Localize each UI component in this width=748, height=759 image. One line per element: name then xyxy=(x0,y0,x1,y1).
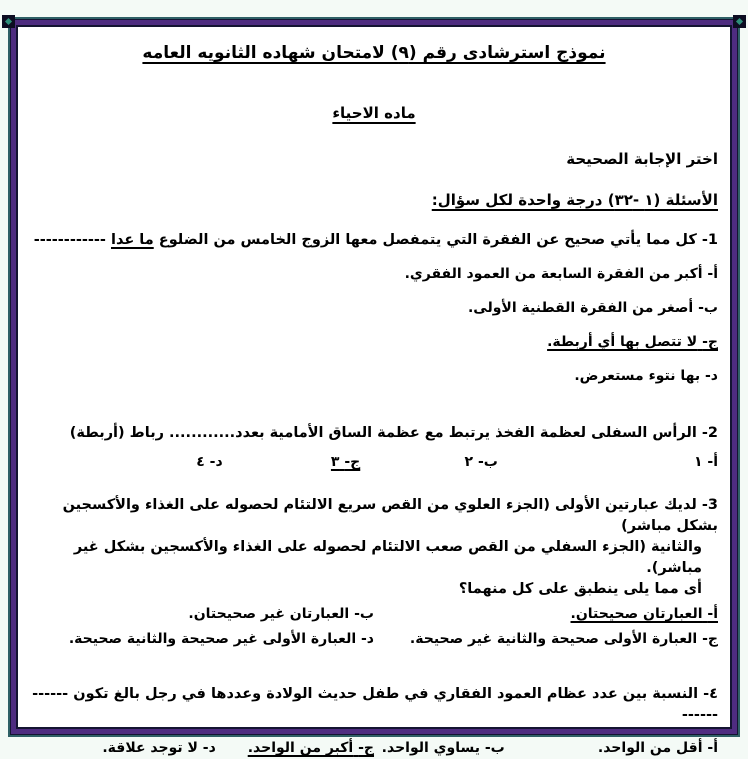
question-1 xyxy=(30,230,718,387)
question-4-stem-blank: ------------ xyxy=(32,686,718,723)
choose-answer-instruction: اختر الإجابة الصحيحة xyxy=(566,150,718,168)
question-2-option-a: أ- ١ xyxy=(693,454,718,470)
corner-dot-icon xyxy=(5,18,12,25)
question-2-number: 2- xyxy=(701,425,718,441)
question-2 xyxy=(30,423,718,473)
question-1-stem-blank: ------------ xyxy=(33,232,106,248)
corner-dot-icon xyxy=(736,18,743,25)
question-4-option-a: أ- أقل من الواحد. xyxy=(597,740,718,756)
subject-title: ماده الاحياء xyxy=(332,104,416,122)
question-1-stem-underlined: ما عدا xyxy=(111,232,154,248)
question-3-option-c: ج- العبارة الأولى صحيحة والثانية غير صحيحة. xyxy=(409,631,718,647)
question-4-option-b: ب- يساوي الواحد. xyxy=(381,740,505,756)
question-1-number: 1- xyxy=(701,232,718,248)
question-1-option-c: ج- لا تتصل بها أي أربطة. xyxy=(547,334,718,350)
question-3-stem xyxy=(30,495,718,600)
question-3-stem-line1: لديك عبارتين الأولى (الجزء العلوي من القص سريع الالتئام لحصوله على الغذاء والأكسجين بشكل مباشر) xyxy=(62,497,718,534)
question-3-options-row-1 xyxy=(30,604,718,625)
question-4-stem xyxy=(30,684,718,726)
page-border-frame xyxy=(8,17,740,756)
question-1-options xyxy=(30,264,718,387)
question-4-options xyxy=(30,738,718,759)
section-header: الأسئلة (١ -٣٢) درجة واحدة لكل سؤال: xyxy=(431,191,718,209)
question-4 xyxy=(30,684,718,759)
question-2-stem-text: الرأس السفلى لعظمة الفخذ يرتبط مع عظمة الساق الأمامية بعدد............ رباط (أربطة) xyxy=(69,425,697,441)
question-3 xyxy=(30,495,718,650)
section-header-wrap xyxy=(30,170,718,212)
exam-title: نموذج استرشادى رقم (٩) لامتحان شهاده الثانويه العامه xyxy=(142,43,606,63)
question-2-option-b: ب- ٢ xyxy=(464,454,498,470)
question-3-option-d: د- العبارة الأولى غير صحيحة والثانية صحيحة. xyxy=(68,631,374,647)
border-corner-ornament-right xyxy=(733,15,746,28)
question-3-number: 3- xyxy=(701,497,718,513)
border-corner-ornament-left xyxy=(2,15,15,28)
question-3-stem-line3: أى مما يلى ينطبق على كل منهما؟ xyxy=(458,581,702,597)
question-4-stem-text: النسبة بين عدد عظام العمود الفقاري في طفل حديث الولادة وعددها في رجل بالغ تكون xyxy=(73,686,699,702)
question-2-stem xyxy=(30,423,718,444)
question-4-option-c: ج- أكبر من الواحد. xyxy=(247,740,375,756)
question-1-option-b: ب- أصغر من الفقرة القطنية الأولى. xyxy=(467,300,718,316)
question-2-options xyxy=(30,452,718,473)
question-1-stem-text: كل مما يأتي صحيح عن الفقرة التي يتمفصل معها الزوج الخامس من الضلوع xyxy=(158,232,697,248)
question-3-options-row-2 xyxy=(30,629,718,650)
question-3-option-b: ب- العبارتان غير صحيحتان. xyxy=(188,606,374,622)
question-1-option-d: د- بها نتوء مستعرض. xyxy=(574,368,718,384)
question-3-option-a: أ- العبارتان صحيحتان. xyxy=(570,606,718,622)
question-1-option-a: أ- أكبر من الفقرة السابعة من العمود الفقري. xyxy=(404,266,718,282)
question-2-option-d: د- ٤ xyxy=(196,454,223,470)
question-2-option-c: ج- ٣ xyxy=(330,454,361,470)
question-4-option-d: د- لا توجد علاقة. xyxy=(102,740,216,756)
question-4-number: ٤- xyxy=(703,686,718,702)
document-content xyxy=(18,27,730,759)
question-3-stem-line2: والثانية (الجزء السفلي من القص صعب الالتئام لحصوله على الغذاء والأكسجين بشكل غير مباشر). xyxy=(73,539,702,576)
question-1-stem xyxy=(30,230,718,251)
